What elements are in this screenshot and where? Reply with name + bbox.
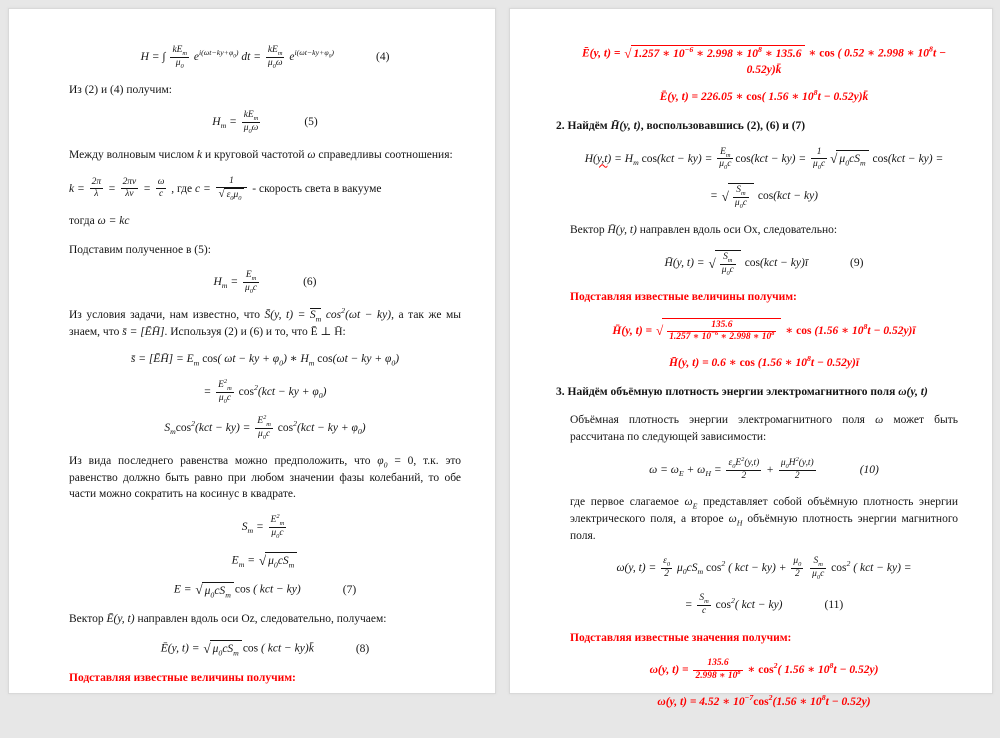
- page-right-content: [510, 9, 992, 738]
- formula-line: Ē(y, t) = √ $\mu_0cS_m$ cos ( kct − ky)k̄ (8): [160, 641, 370, 658]
- formula-line: E = √ $\mu_0cS_m$ cos ( kct − ky) (7): [173, 582, 357, 599]
- formula-line: ω(y, t) = $\frac{\varepsilon_0}{2}$ $\mu_0cS_m$ $\cos^2$ ( kct − ky) + $\frac{\mu_0}{2}$ $\frac{S_m}{\mu_0c}$ $\cos^2$ ( kct − ky) =: [616, 556, 912, 582]
- formula-line: H = ∫ $kE_m$ $\mu_0$ $e^{i(\omega t-ky+\varphi_0)}$ dt = $kE_m$ $\mu_0\omega$ $e^{i(\omega t-ky+\varphi_0)}$ (4): [140, 45, 390, 70]
- paragraph: Подставим полученное в (5):: [69, 243, 211, 256]
- paragraph: Вектор H̄(y, t) направлен вдоль оси Ox, следовательно:: [570, 223, 838, 236]
- red-note: Подставляя известные значения получим:: [570, 631, 792, 644]
- formula-line: $H_m$ = $kE_m$ $\mu_0\omega$ (5): [212, 110, 318, 135]
- formula-line: = $\frac{E^2_m}{\mu_0c}$ $\cos^2(kct$ − ky + $\varphi_0$): [203, 377, 327, 405]
- formula-line: $E_m$ = √ $\mu_0cS_m$: [69, 552, 461, 570]
- section-heading: 3. Найдём объёмную плотность энергии электромагнитного поля ω(y, t): [556, 385, 928, 398]
- red-note: Подставляя известные величины получим:: [69, 671, 296, 684]
- paragraph: Вектор Ē(y, t) направлен вдоль оси Oz, следовательно, получаем:: [69, 613, 387, 626]
- equation-number: (7): [342, 584, 357, 597]
- red-formula-line: H̄(y, t) = 0.6 ∗ cos (1.56 ∗ $10^8t$ − 0.52y)ī: [668, 354, 860, 370]
- formula-line: = $\frac{S_m}{c}$ $\cos^2$( kct − ky) (11): [684, 593, 844, 616]
- formula-line: $S_m$ = $\frac{E^2_m}{\mu_0c}$: [241, 512, 285, 540]
- equation-number: (9): [850, 257, 864, 270]
- equation-number: (8): [355, 642, 370, 655]
- section-heading: 2. Найдём H̄(y, t), воспользовавшись (2), (6) и (7): [556, 119, 806, 132]
- document-spread: [8, 8, 993, 708]
- paragraph: Из вида последнего равенства можно предположить, что $\varphi_0 = 0$, т.к. это равенство должно быть равно при любом значении фазы колебаний, то обе части можно сократить на косинус в квадрате.: [69, 455, 461, 501]
- formula-line: $S_m\cos^2(kct - ky)$ = $\frac{E^2_m}{\mu_0c}$ $\cos^2(kct$ − ky + $\varphi_0$): [164, 414, 366, 442]
- formula-line: $H_m$ = $\frac{E_m}{\mu_0c}$ (6): [213, 270, 317, 296]
- formula-line: тогда ω = kc: [69, 215, 130, 228]
- red-formula-line: ω(y, t) = $\frac{135.6}{2.998 ∗ 10^8}$ ∗ $\cos^2$( 1.56 ∗ $10^8t - 0.52y$): [649, 658, 879, 682]
- paragraph: Объёмная плотность энергии электромагнитного поля ω может быть рассчитана по следующей зависимости:: [570, 414, 958, 444]
- equation-number: (10): [859, 463, 879, 476]
- page-right[interactable]: [509, 8, 993, 708]
- red-formula-line: Ē(y, t) = 226.05 ∗ cos( 1.56 ∗ $10^8t$ − 0.52y)k̄: [659, 88, 869, 104]
- red-formula-line: ω(y, t) = 4.52 ∗ $10^{-7}\cos^2(1.56$ ∗ $10^8t - 0.52y$): [657, 693, 871, 708]
- formula-line: H̄(y, t) = √ $\frac{S_m}{\mu_0c}$ cos(kct − ky)ī (9): [664, 252, 864, 278]
- page-left-content: [9, 9, 495, 715]
- equation-number: (6): [303, 276, 317, 289]
- red-formula-line: Ē(y, t) = √ 1.257 ∗ $10^{-6}$ ∗ 2.998 ∗ $10^8$ ∗ 135.6 ∗ cos ( 0.52 ∗ 2.998 ∗ $10^8t$ − 0.52y)k̄: [582, 44, 946, 76]
- paragraph: Из (2) и (4) получим:: [69, 83, 172, 96]
- formula-line: s̄ = [ĒH̄] = $E_m$ cos( ωt − ky + $\varphi_0$) ∗ $H_m$ cos(ωt − ky + $\varphi_0$): [130, 353, 400, 368]
- page-left[interactable]: [8, 8, 496, 694]
- paragraph: где первое слагаемое $\omega_E$ представляет собой объёмную плотность энергии электрического поля, а второе $\omega_H$ объёмную плотность энергии магнитного поля.: [570, 496, 958, 542]
- equation-number: (5): [304, 116, 318, 129]
- formula-line: k = $\frac{2\pi}{\lambda}$ = $\frac{2\pi\nu}{\lambda\nu}$ = $\frac{\omega}{c}$ , где c = 1 √ $\varepsilon_0\mu_0$ - скорость света в вакууме: [69, 175, 382, 203]
- paragraph: Между волновым числом k и круговой частотой ω справедливы соотношения:: [69, 148, 453, 161]
- equation-number: (4): [375, 50, 390, 63]
- red-formula-line: H̄(y, t) = √ $\frac{135.6}{1.257 ∗ 10^{-6} ∗ 2.998 ∗ 10^8}$ ∗ cos (1.56 ∗ $10^8t$ − 0.52y)ī: [612, 319, 916, 343]
- red-note: Подставляя известные величины получим:: [570, 291, 797, 303]
- formula-line: $\omega = \omega_E + \omega_H$ = $\frac{\varepsilon_0E^2(y,t)}{2}$ + $\frac{\mu_0H^2(y,t)}{2}$ (10): [649, 455, 879, 481]
- paragraph: Из условия задачи, нам известно, что S̄(y, $t) = S_m$ $\cos^2(\omega t - ky)$, а так же мы знаем, что s̄ = [ĒH̄]. Используя (2) и (6) и то, что Ē ⊥ H̄:: [69, 306, 461, 338]
- equation-number: (11): [824, 598, 844, 611]
- formula-line: $H(y,t) = H_m$ cos(kct − ky) = $\frac{E_m}{\mu_0c}$ cos(kct − ky) = $\frac{1}{\mu_0c}$ √ $\mu_0cS_m$ cos(kct − ky) =: [584, 146, 944, 172]
- formula-line: = √ $\frac{S_m}{\mu_0c}$ cos(kct − ky): [709, 185, 819, 210]
